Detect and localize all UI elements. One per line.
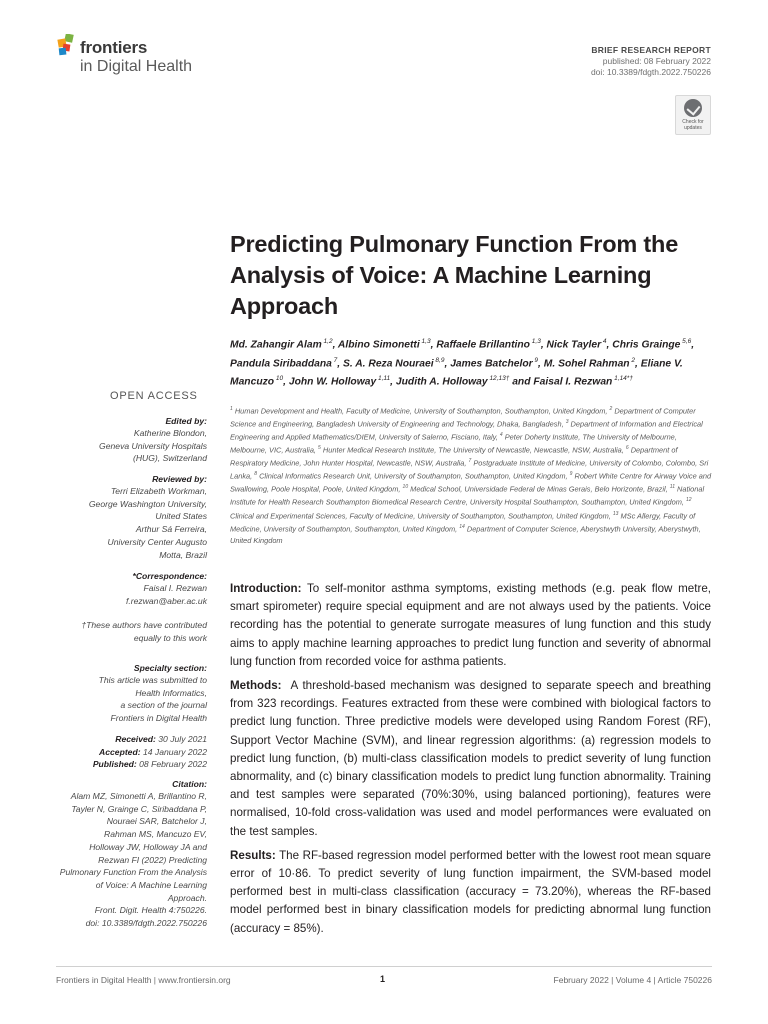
- author-name[interactable]: Judith A. Holloway: [395, 376, 488, 388]
- abstract: [230, 580, 711, 944]
- sidebar-line: equally to this work: [133, 632, 207, 643]
- sidebar-line: f.rezwan@aber.ac.uk: [125, 595, 207, 606]
- reviewed-by-section: [56, 473, 207, 561]
- author-affiliation-ref: 1,3: [529, 338, 541, 345]
- sidebar-line: Tayler N, Grainge C, Siribaddana P,: [71, 803, 207, 814]
- sidebar-line: Motta, Brazil: [159, 549, 207, 560]
- affiliation-item: Postgraduate Institute of Medicine, University of Colombo, Colombo, Sri Lanka,: [230, 458, 709, 481]
- affiliation-item: Department of Computer Science, Aberystwyth University, Aberystwyth, United Kingdom: [230, 524, 701, 545]
- specialty-label: Specialty section:: [133, 663, 207, 673]
- author-affiliation-ref: 1,2: [321, 338, 333, 345]
- sidebar-line: Arthur Sá Ferreira,: [135, 524, 207, 535]
- author-affiliation-ref: 1,11: [376, 375, 391, 383]
- affiliation-item: Clinical and Experimental Sciences, Faculty of Medicine, University of Southampton, Southampton, United Kingdom,: [230, 510, 613, 520]
- author-list: Md. Zahangir Alam $^{1,2}$, Albino Simonetti $^{1,3}$, Raffaele Brillantino $^{1,3}$, Nick Tayler $^4$, Chris Grainge $^{5,6}$, Pandula Siribaddana $^7$, S. A. Reza Nouraei $^{8,9}$, James Batchelor $^9$, M. Sohel Rahman $^2$, Eliane V. Mancuzo $^{10}$, John W. Holloway $^{1,11}$, Judith A. Holloway $^{12,13\dagger}$ and Faisal I. Rezwan $^{1,14*\dagger}$: [230, 338, 695, 388]
- sidebar-line: †These authors have contributed: [81, 620, 207, 630]
- edited-by-label: Edited by:: [165, 416, 207, 426]
- equal-contribution-note: [56, 619, 207, 644]
- brand-name: frontiers: [80, 38, 148, 57]
- citation-label: Citation:: [172, 779, 207, 789]
- sidebar-line: Faisal I. Rezwan: [143, 583, 207, 593]
- abstract-results: [230, 847, 711, 938]
- author-name[interactable]: Pandula Siribaddana: [230, 358, 332, 370]
- author-affiliation-ref: 10: [274, 375, 284, 383]
- sidebar-line: Approach.: [167, 892, 207, 903]
- results-text: The RF-based regression model performed better with the lowest root mean square error of 10·86. To predict severity of lung function impairment, the SVM-based model performed best in multi-class classification (accuracy = 73.20%), whereas the RF-based model performed best in binary classification models for predicting abnormal lung function (accuracy = 85%).: [230, 848, 711, 935]
- affiliation-item: Department of Respiratory Medicine, John Hunter Hospital, Newcastle, NSW, Australia,: [230, 445, 678, 468]
- sidebar-line: of Voice: A Machine Learning: [95, 879, 207, 890]
- sidebar-line: Frontiers in Digital Health: [110, 713, 207, 724]
- sidebar-line: Holloway JW, Holloway JA and: [89, 841, 207, 852]
- sidebar-line: George Washington University,: [88, 498, 207, 509]
- author-name[interactable]: Eliane V. Mancuzo: [230, 358, 683, 388]
- author-affiliation-ref: 9: [532, 356, 539, 364]
- author-affiliation-ref: 7: [331, 356, 338, 364]
- sidebar-line: a section of the journal: [120, 700, 207, 711]
- abstract-methods: [230, 677, 711, 841]
- author-name[interactable]: M. Sohel Rahman: [543, 358, 630, 370]
- published-date: published: 08 February 2022: [602, 56, 711, 66]
- sidebar-line: Geneva University Hospitals: [99, 440, 207, 451]
- affiliation-item: Medical School, Universidade Federal de Minas Gerais, Belo Horizonte, Brazil,: [408, 484, 670, 494]
- specialty-section: [56, 662, 207, 725]
- reviewer-list: [56, 485, 207, 561]
- sidebar-line: Pulmonary Function From the Analysis: [59, 867, 207, 878]
- correspondence-label: *Correspondence:: [132, 571, 207, 581]
- specialty-details: [56, 674, 207, 725]
- accepted-date: Accepted: 14 January 2022: [99, 746, 207, 757]
- correspondence-section: [56, 570, 207, 607]
- check-for-updates-button[interactable]: [675, 95, 711, 135]
- citation-section: [56, 778, 207, 930]
- sidebar-line: Health Informatics,: [135, 687, 207, 698]
- affiliation-item: Peter Doherty Institute, The University of Melbourne, Melbourne, VIC, Australia,: [230, 432, 677, 455]
- results-label: Results:: [230, 848, 276, 862]
- sidebar-line: Alam MZ, Simonetti A, Brillantino R,: [70, 791, 207, 801]
- methods-text: A threshold-based mechanism was designed to separate speech and breathing from 323 recordings. Features extracted from these were combined with biological factors to predict lung function. Three predictive models were developed using Random Forest (RF), Support Vector Machine (SVM), and linear regression algorithms: (a) regression models to predict lung function, (b) multi-class classification models to predict severity of lung function abnormality, and (c) binary classification models to predict lung function abnormality. Training and test samples were separated (70%:30%, using balanced portioning), features were normalised, 10-fold cross-validation was used and model performances were evaluated on the test samples.: [230, 679, 711, 838]
- footer-divider: [56, 966, 712, 967]
- footer-journal-link[interactable]: Frontiers in Digital Health | www.frontiersin.org: [56, 975, 231, 985]
- citation-text: [56, 790, 207, 930]
- published-date-sidebar: Published: 08 February 2022: [92, 759, 207, 770]
- check-updates-label: Check for updates: [682, 119, 704, 131]
- sidebar-line: Rahman MS, Mancuzo EV,: [103, 829, 207, 840]
- affiliation-item: Department of Computer Science and Engineering, Bangladesh University of Engineering and Technology, Dhaka, Bangladesh,: [230, 406, 696, 429]
- sidebar-line: Rezwan FI (2022) Predicting: [98, 854, 207, 865]
- author-name[interactable]: James Batchelor: [450, 358, 533, 370]
- correspondence-details[interactable]: [56, 582, 207, 607]
- received-date: Received: 30 July 2021: [115, 734, 207, 744]
- affiliation-item: Robert White Centre for Airway Voice and Swallowing, Poole Hospital, Poole, United Kingdom,: [230, 471, 712, 494]
- editor-list: [56, 427, 207, 465]
- affiliation-item: National Institute for Health Research Southampton Biomedical Research Centre, University Hospital Southampton, Southampton, United Kingdom,: [230, 484, 705, 507]
- sidebar-line: United States: [155, 511, 207, 522]
- introduction-label: Introduction:: [230, 582, 302, 595]
- author-affiliation-ref: 5,6: [680, 338, 692, 345]
- journal-name: in Digital Health: [80, 58, 193, 75]
- affiliation-item: MSc Allergy, Faculty of Medicine, University of Southampton, Southampton, United Kingdom,: [230, 510, 696, 534]
- reviewed-by-label: Reviewed by:: [152, 474, 207, 484]
- author-name[interactable]: S. A. Reza Nouraei: [343, 358, 434, 370]
- sidebar-line: This article was submitted to: [98, 675, 207, 685]
- doi-link[interactable]: doi: 10.3389/fdgth.2022.750226: [590, 67, 711, 77]
- author-name[interactable]: Chris Grainge: [612, 339, 681, 351]
- author-affiliation-ref: 2: [629, 356, 636, 364]
- frontiers-logo-icon: [56, 34, 78, 56]
- author-name[interactable]: Md. Zahangir Alam: [230, 339, 322, 351]
- edited-by-section: [56, 415, 207, 465]
- author-affiliation-ref: 1,14*†: [612, 375, 633, 383]
- sidebar-line: Front. Digit. Health 4:750226.: [94, 905, 207, 916]
- author-affiliation-ref: 8,9: [433, 356, 445, 364]
- checkmark-icon: [684, 99, 702, 117]
- affiliation-item: Human Development and Health, Faculty of Medicine, University of Southampton, Southampton, United Kingdom,: [232, 406, 610, 416]
- sidebar-line: Terri Elizabeth Workman,: [110, 486, 207, 496]
- sidebar-line: University Center Augusto: [107, 536, 207, 547]
- author-affiliation-ref: 1,3: [419, 338, 431, 345]
- affiliation-list: $^1$ Human Development and Health, Faculty of Medicine, University of Southampton, Southampton, United Kingdom, $^2$ Department of Computer Science and Engineering, Bangladesh University of Engineering and Technology, Dhaka, Bangladesh, $^3$ Department of Information and Electrical Engineering and Applied Mathematics/DIEM, University of Salerno, Fisciano, Italy, $^4$ Peter Doherty Institute, The University of Melbourne, Melbourne, VIC, Australia, $^5$ Hunter Medical Research Institute, The University of Newcastle, Newcastle, NSW, Australia, $^6$ Department of Respiratory Medicine, John Hunter Hospital, Newcastle, NSW, Australia, $^7$ Postgraduate Institute of Medicine, University of Colombo, Colombo, Sri Lanka, $^8$ Clinical Informatics Research Unit, University of Southampton, Southampton, United Kingdom, $^9$ Robert White Centre for Airway Voice and Swallowing, Poole Hospital, Poole, United Kingdom, $^{10}$ Medical School, Universidade Federal de Minas Gerais, Belo Horizonte, Brazil, $^{11}$ National Institute for Health Research Southampton Biomedical Research Centre, University Hospital Southampton, Southampton, United Kingdom, $^{12}$ Clinical and Experimental Sciences, Faculty of Medicine, University of Southampton, Southampton, United Kingdom, $^{13}$ MSc Allergy, Faculty of Medicine, University of Southampton, Southampton, United Kingdom, $^{14}$ Department of Computer Science, Aberystwyth University, Aberystwyth, United Kingdom: [230, 406, 712, 545]
- affiliation-item: Clinical Informatics Research Unit, University of Southampton, Southampton, United Kingdom,: [257, 471, 570, 481]
- affiliation-item: Hunter Medical Research Institute, The University of Newcastle, Newcastle, NSW, Australia,: [320, 445, 626, 455]
- methods-label: Methods:: [230, 679, 282, 693]
- author-affiliation-ref: 12,13†: [487, 375, 510, 383]
- sidebar-line: (HUG), Switzerland: [132, 453, 207, 464]
- author-name[interactable]: Albino Simonetti: [337, 339, 420, 351]
- open-access-label: OPEN ACCESS: [110, 390, 198, 402]
- dates-section: [56, 733, 207, 771]
- footer-article-info: February 2022 | Volume 4 | Article 750226: [553, 975, 712, 985]
- journal-logo[interactable]: [56, 32, 256, 82]
- affiliation-item: Department of Information and Electrical Engineering and Applied Mathematics/DIEM, University of Salerno, Fisciano, Italy,: [230, 419, 703, 442]
- sidebar-line: Katherine Blondon,: [133, 428, 207, 438]
- sidebar-line: doi: 10.3389/fdgth.2022.750226: [85, 918, 207, 929]
- page-number: 1: [380, 974, 386, 984]
- abstract-introduction: [230, 580, 711, 671]
- author-name[interactable]: John W. Holloway: [288, 376, 377, 388]
- author-name[interactable]: Faisal I. Rezwan: [533, 376, 613, 388]
- author-affiliation-ref: 4: [601, 338, 607, 345]
- article-title: Predicting Pulmonary Function From the Analysis of Voice: A Machine Learning Approach: [230, 231, 679, 319]
- sidebar-line: Nouraei SAR, Batchelor J,: [106, 816, 207, 827]
- author-name[interactable]: Raffaele Brillantino: [436, 339, 530, 351]
- introduction-text: To self-monitor asthma symptoms, existing methods (e.g. peak flow metre, smart spirometer) require special equipment and are not always used by the patients. Voice recording has the potential to generate surrogate measures of lung function and this study aims to apply machine learning approaches to predict lung function and severity of abnormal lung function from recorded voice for asthma patients.: [230, 582, 712, 668]
- report-type: BRIEF RESEARCH REPORT: [591, 45, 711, 55]
- author-name[interactable]: Nick Tayler: [546, 339, 602, 351]
